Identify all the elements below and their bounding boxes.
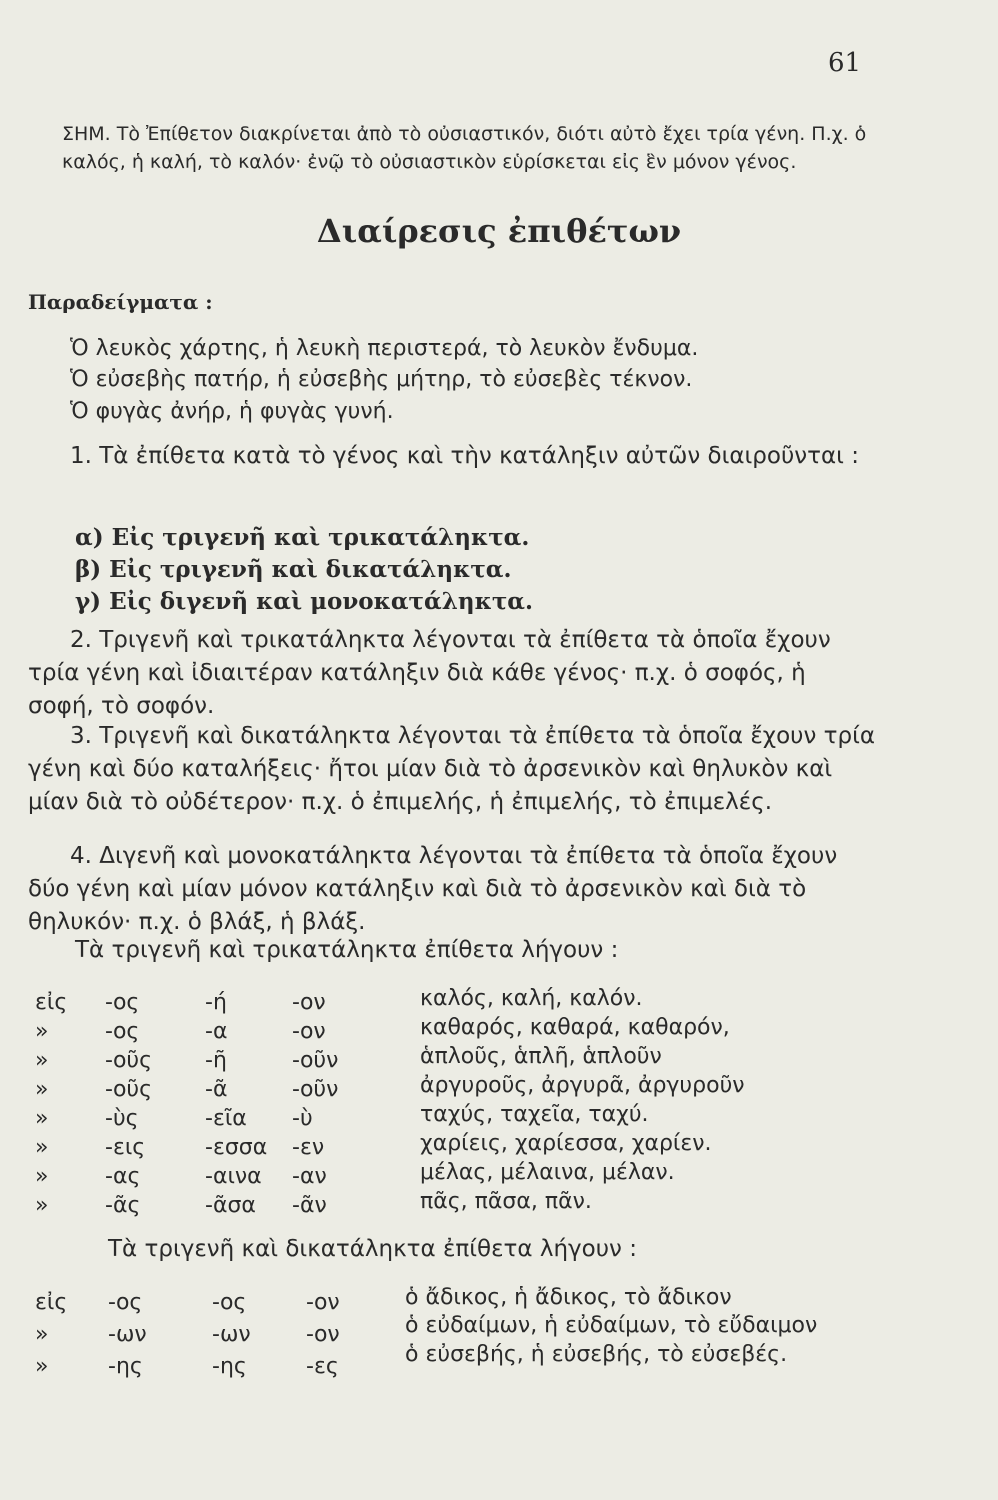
example-forms: ἁπλοῦς, ἁπλῆ, ἁπλοῦν: [420, 1044, 662, 1069]
row-prefix: »: [35, 1354, 49, 1379]
fem-ending: -ῆ: [205, 1048, 227, 1073]
row-prefix: εἰς: [35, 1290, 68, 1315]
neut-ending: -ᾶν: [292, 1193, 327, 1218]
example-forms: καλός, καλή, καλόν.: [420, 986, 643, 1011]
row-prefix: εἰς: [35, 990, 68, 1015]
example-forms: καθαρός, καθαρά, καθαρόν,: [420, 1015, 730, 1040]
examples-label: Παραδείγματα :: [28, 290, 213, 314]
masc-ending: -ος: [105, 990, 140, 1015]
example-forms: ὁ εὐσεβής, ἡ εὐσεβής, τὸ εὐσεβές.: [405, 1342, 788, 1367]
table1-heading: Τὰ τριγενῆ καὶ τρικατάληκτα ἐπίθετα λήγουν :: [75, 937, 619, 963]
fem-ending: -ων: [212, 1322, 251, 1347]
row-prefix: »: [35, 1322, 49, 1347]
fem-ending: -ᾶσα: [205, 1193, 256, 1218]
masc-ending: -οῦς: [105, 1048, 153, 1073]
example-forms: χαρίεις, χαρίεσσα, χαρίεν.: [420, 1131, 712, 1156]
fem-ending: -ᾶ: [205, 1077, 228, 1102]
example-line: Ὁ λευκὸς χάρτης, ἡ λευκὴ περιστερά, τὸ λευκὸν ἔνδυμα.: [70, 336, 699, 361]
masc-ending: -ος: [105, 1019, 140, 1044]
row-prefix: »: [35, 1164, 49, 1189]
row-prefix: »: [35, 1106, 49, 1131]
example-forms: ταχύς, ταχεῖα, ταχύ.: [420, 1102, 649, 1127]
row-prefix: »: [35, 1077, 49, 1102]
section-title: Διαίρεσις ἐπιθέτων: [316, 212, 682, 250]
masc-ending: -ᾶς: [105, 1193, 141, 1218]
subitem-c: γ) Εἰς διγενῆ καὶ μονοκατάληκτα.: [75, 588, 534, 615]
masc-ending: -ὺς: [105, 1106, 139, 1131]
row-prefix: »: [35, 1019, 49, 1044]
row-prefix: »: [35, 1048, 49, 1073]
neut-ending: -εν: [292, 1135, 325, 1160]
example-forms: ὁ ἄδικος, ἡ ἄδικος, τὸ ἄδικον: [405, 1285, 732, 1310]
masc-ending: -ης: [108, 1354, 143, 1379]
example-forms: μέλας, μέλαινα, μέλαν.: [420, 1160, 675, 1185]
subitem-a: α) Εἰς τριγενῆ καὶ τρικατάληκτα.: [75, 524, 530, 551]
note-paragraph: ΣΗΜ. Τὸ Ἐπίθετον διακρίνεται ἀπὸ τὸ οὐσιαστικόν, διότι αὐτὸ ἔχει τρία γένη. Π.χ. ὁ καλός, ἡ καλή, τὸ καλόν· ἐνῷ τὸ οὐσιαστικὸν εὑρίσκεται εἰς ἓν μόνον γένος.: [62, 123, 867, 173]
example-line: Ὁ φυγὰς ἀνήρ, ἡ φυγὰς γυνή.: [70, 399, 394, 424]
neut-ending: -ον: [306, 1322, 340, 1347]
fem-ending: -εσσα: [205, 1135, 268, 1160]
example-forms: ἀργυροῦς, ἀργυρᾶ, ἀργυροῦν: [420, 1073, 745, 1098]
example-line: Ὁ εὐσεβὴς πατήρ, ἡ εὐσεβὴς μήτηρ, τὸ εὐσεβὲς τέκνον.: [70, 367, 693, 392]
row-prefix: »: [35, 1135, 49, 1160]
neut-ending: -αν: [292, 1164, 327, 1189]
masc-ending: -οῦς: [105, 1077, 153, 1102]
fem-ending: -εῖα: [205, 1106, 247, 1131]
page-number: 61: [828, 48, 862, 78]
paragraph-4: 4. Διγενῆ καὶ μονοκατάληκτα λέγονται τὰ ἐπίθετα τὰ ὁποῖα ἔχουν δύο γένη καὶ μίαν μόνον κατάληξιν καὶ διὰ τὸ ἀρσενικὸν καὶ διὰ τὸ θηλυκόν· π.χ. ὁ βλάξ, ἡ βλάξ.: [28, 843, 838, 935]
fem-ending: -ης: [212, 1354, 247, 1379]
neut-ending: -οῦν: [292, 1077, 339, 1102]
neut-ending: -ες: [306, 1354, 339, 1379]
subitem-b: β) Εἰς τριγενῆ καὶ δικατάληκτα.: [75, 556, 512, 583]
fem-ending: -α: [205, 1019, 228, 1044]
fem-ending: -ή: [205, 990, 227, 1015]
row-prefix: »: [35, 1193, 49, 1218]
example-forms: ὁ εὐδαίμων, ἡ εὐδαίμων, τὸ εὔδαιμον: [405, 1313, 818, 1338]
paragraph-1: 1. Τὰ ἐπίθετα κατὰ τὸ γένος καὶ τὴν κατάληξιν αὐτῶν διαιροῦνται :: [70, 443, 859, 469]
masc-ending: -ος: [108, 1290, 143, 1315]
neut-ending: -ὺ: [292, 1106, 313, 1131]
neut-ending: -ον: [292, 1019, 326, 1044]
fem-ending: -ος: [212, 1290, 247, 1315]
masc-ending: -ας: [105, 1164, 141, 1189]
neut-ending: -οῦν: [292, 1048, 339, 1073]
paragraph-3: 3. Τριγενῆ καὶ δικατάληκτα λέγονται τὰ ἐπίθετα τὰ ὁποῖα ἔχουν τρία γένη καὶ δύο καταλήξεις· ἤτοι μίαν διὰ τὸ ἀρσενικὸν καὶ θηλυκὸν καὶ μίαν διὰ τὸ οὐδέτερον· π.χ. ὁ ἐπιμελής, ἡ ἐπιμελής, τὸ ἐπιμελές.: [28, 723, 876, 815]
example-forms: πᾶς, πᾶσα, πᾶν.: [420, 1189, 592, 1214]
paragraph-2: 2. Τριγενῆ καὶ τρικατάληκτα λέγονται τὰ ἐπίθετα τὰ ὁποῖα ἔχουν τρία γένη καὶ ἰδιαιτέραν κατάληξιν διὰ κάθε γένος· π.χ. ὁ σοφός, ἡ σοφή, τὸ σοφόν.: [28, 627, 831, 719]
fem-ending: -αινα: [205, 1164, 262, 1189]
masc-ending: -ων: [108, 1322, 147, 1347]
table2-heading: Τὰ τριγενῆ καὶ δικατάληκτα ἐπίθετα λήγουν :: [108, 1236, 637, 1262]
neut-ending: -ον: [292, 990, 326, 1015]
masc-ending: -εις: [105, 1135, 146, 1160]
neut-ending: -ον: [306, 1290, 340, 1315]
